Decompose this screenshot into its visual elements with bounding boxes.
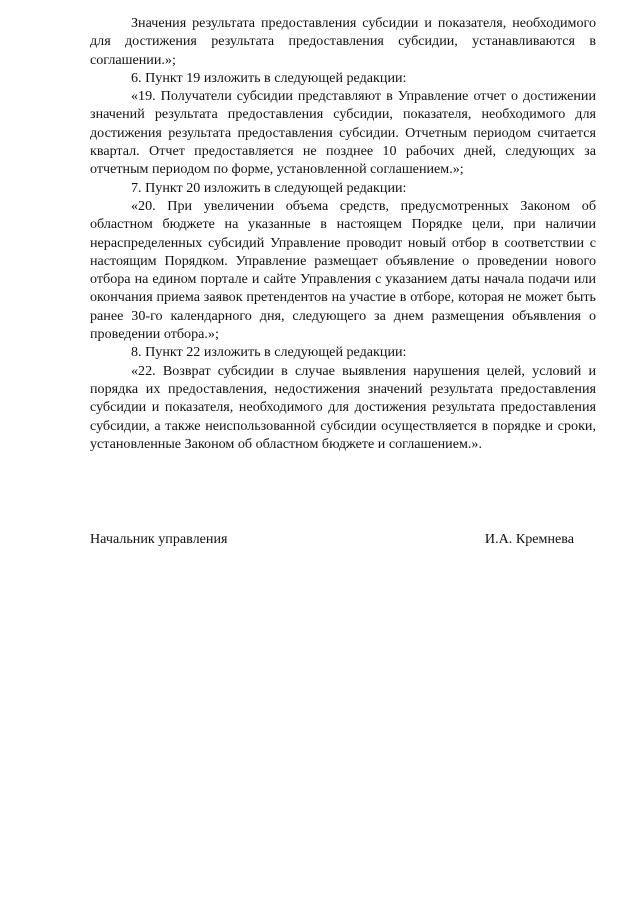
paragraph-point-22: «22. Возврат субсидии в случае выявления нарушения целей, условий и порядка их предоставления, недостижения значений результата предоставления субсидии и показателя, необходимого для достижения результата предоставления субсидии, а также неиспользованной субсидии осуществляется в порядке и сроки, установленные Законом об областном бюджете и соглашением.». [90, 362, 596, 452]
paragraph-item-8-heading: 8. Пункт 22 изложить в следующей редакции: [131, 344, 407, 361]
paragraph-point-19: «19. Получатели субсидии представляют в Управление отчет о достижении значений результата предоставления субсидии, показателя, необходимого для достижения результата предоставления субсидии. Отчетным периодом считается квартал. Отчет предоставляется не позднее 10 рабочих дней, следующих за отчетным периодом по форме, установленной соглашением.»; [90, 88, 596, 178]
paragraph-item-6-heading: 6. Пункт 19 изложить в следующей редакции: [131, 69, 407, 86]
document-body [90, 14, 596, 453]
paragraph-point-20: «20. При увеличении объема средств, предусмотренных Законом об областном бюджете на указанные в настоящем Порядке цели, при наличии нераспределенных субсидий Управление проводит новый отбор в соответствии с настоящим Порядком. Управление размещает объявление о проведении нового отбора на едином портале и сайте Управления с указанием даты начала подачи или окончания приема заявок претендентов на участие в отборе, которая не может быть ранее 30-го календарного дня, следующего за днем размещения объявления о проведении отбора.»; [90, 197, 596, 343]
paragraph-item-7-heading: 7. Пункт 20 изложить в следующей редакции: [131, 179, 407, 196]
signatory-name: И.А. Кремнева [484, 531, 574, 547]
signatory-title: Начальник управления [90, 531, 228, 547]
paragraph-result-values: Значения результата предоставления субсидии и показателя, необходимого для достижения результата предоставления субсидии, устанавливаются в соглашении.»; [90, 15, 596, 68]
